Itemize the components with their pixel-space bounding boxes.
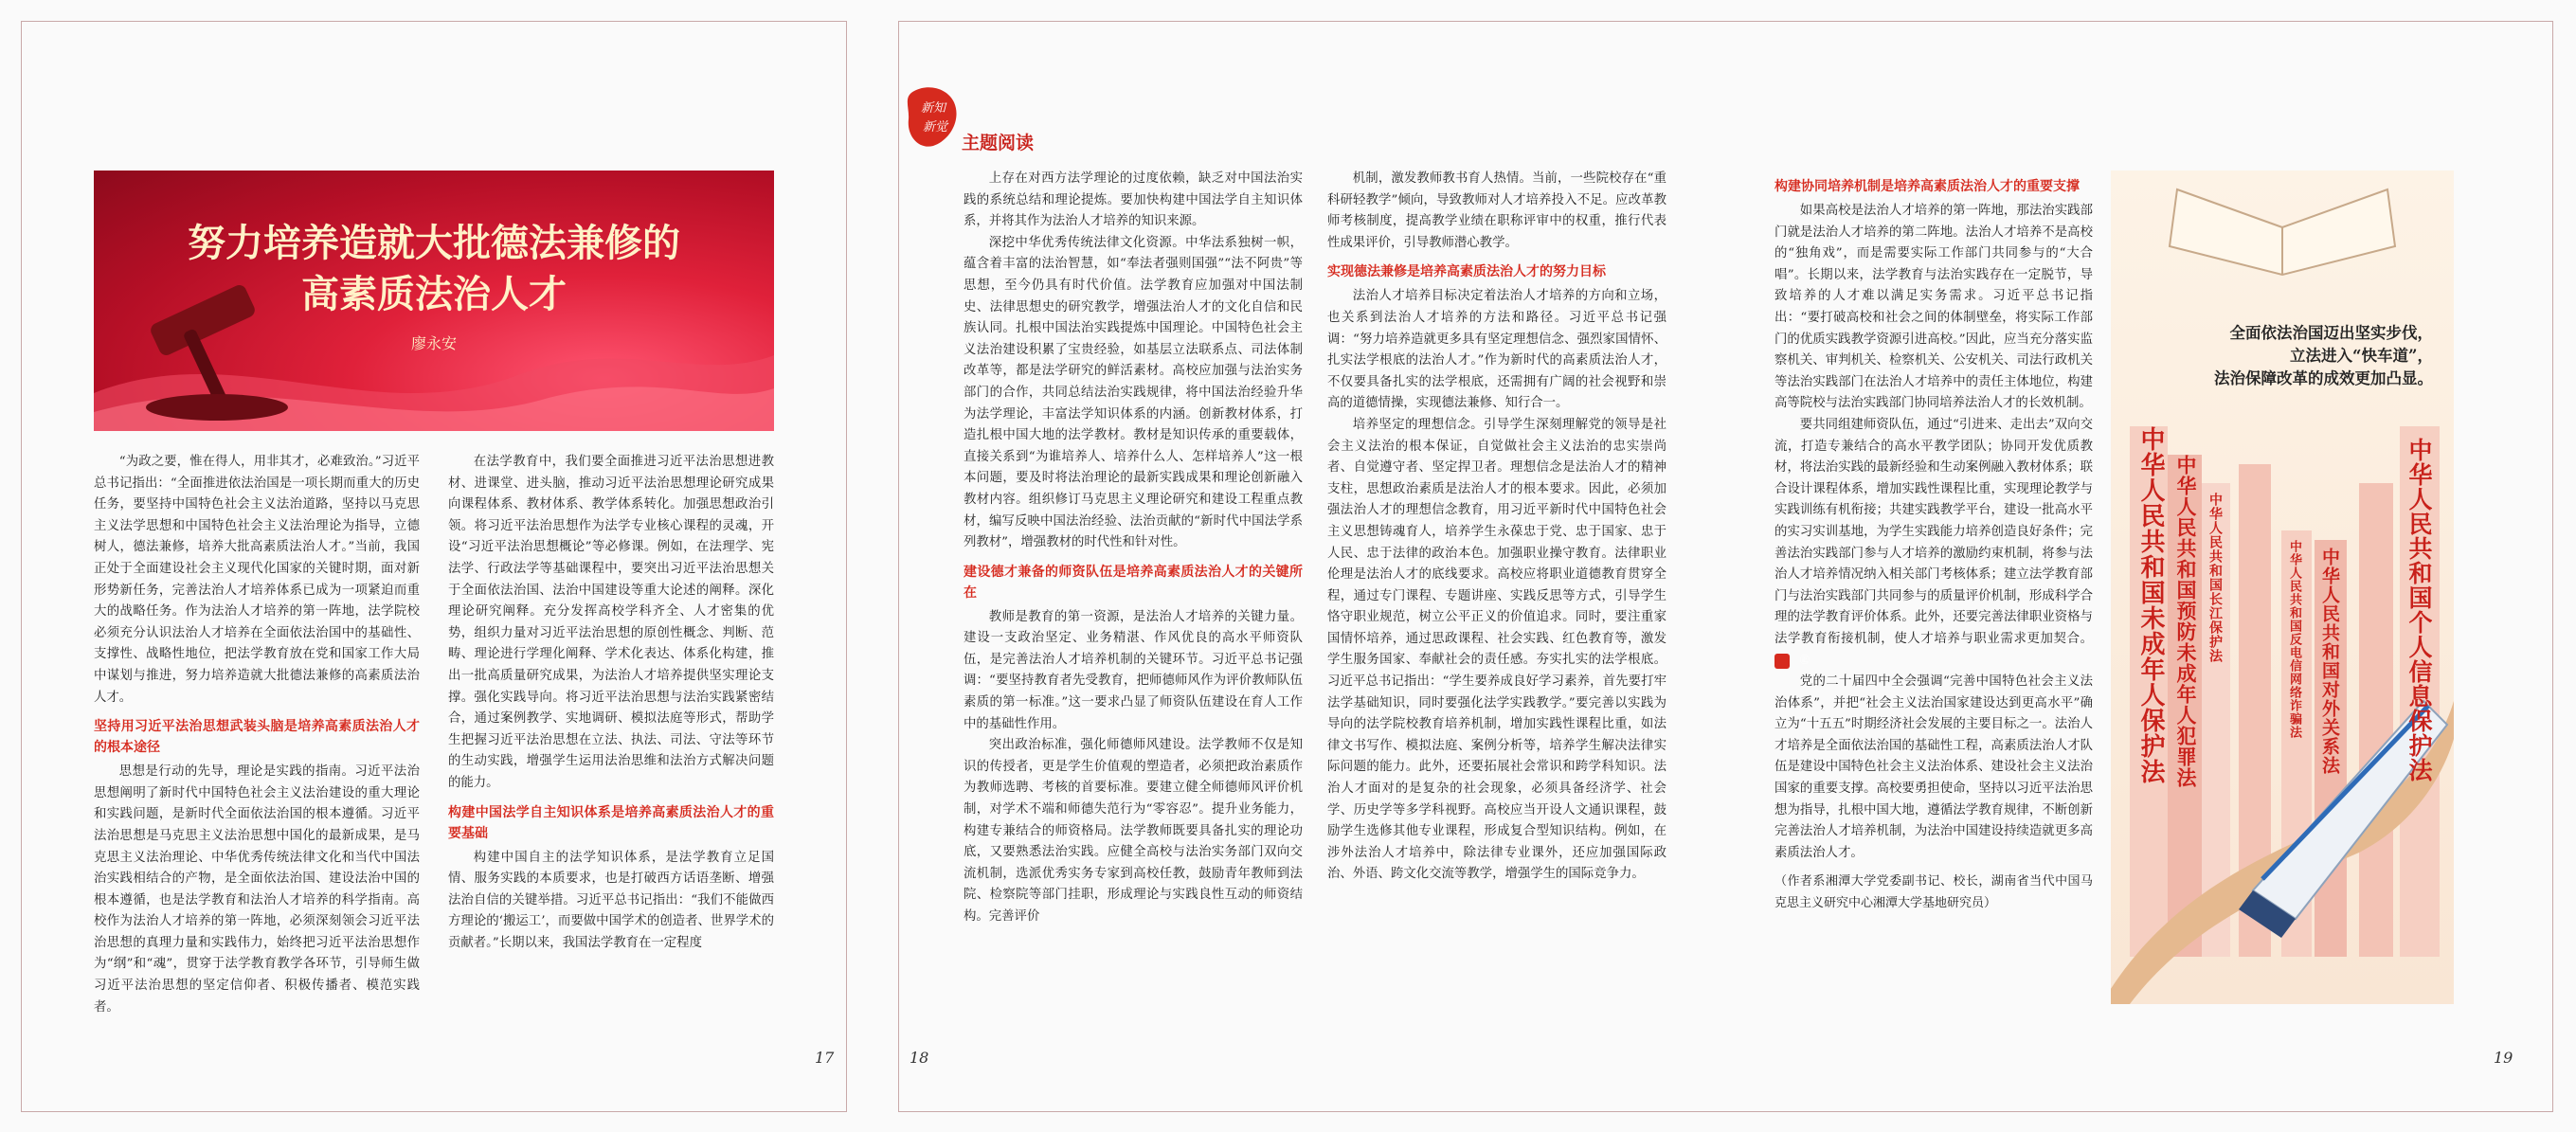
author-note: （作者系湘潭大学党委副书记、校长，湖南省当代中国马克思主义研究中心湘潭大学基地研究员） [1774,874,2093,910]
paragraph: 机制，激发教师教书育人热情。当前，一些院校存在“重科研轻教学”倾向，导致教师对人才培养投入不足。应改革教师考核制度，提高教学业绩在职称评审中的权重，推行代表性成果评价，引导教师潜心教学。 [1327,171,1666,250]
page-number-19: 19 [2494,1049,2513,1067]
poster-caption [2120,322,2433,390]
law-title-foreign-relations: 中华人民共和国对外关系法 [2319,548,2340,775]
author-name: 廖永安 [410,334,457,352]
paragraph: 如果高校是法治人才培养的第一阵地，那法治实践部门就是法治人才培养的第二阵地。法治人才培养不是高校的“独角戏”，而是需要实际工作部门共同参与的“大合唱”。长期以来，法学教育与法治实践存在一定脱节，导致培养的人才难以满足实务需求。习近平总书记指出：“要打破高校和社会之间的体制壁垒，将实际工作部门的优质实践教学资源引进高校。”因此，应当充分落实监察机关、审判机关、检察机关、公安机关、司法行政机关等法治实践部门在法治人才培养中的责任主体地位，构建高等院校与法治实践部门协同培养法治人才的长效机制。 [1774,204,2093,411]
law-title-juvenile-crime-prevention: 中华人民共和国预防未成年人犯罪法 [2174,455,2198,788]
section-badge-icon [905,83,962,150]
paragraph: 上存在对西方法学理论的过度依赖，缺乏对中国法治实践的系统总结和理论提炼。要加快构建中国法学自主知识体系，并将其作为法治人才培养的知识来源。 [964,171,1303,229]
poster-caption-line3: 法治保障改革的成效更加凸显。 [2214,369,2433,387]
paragraph: 构建中国自主的法学知识体系，是法学教育立足国情、服务实践的本质要求，也是打破西方话语垄断、增强法治自信的关键举措。习近平总书记指出：“我们不能做西方理论的‘搬运工’，而要做中国学术的创造者、世界学术的贡献者。”长期以来，我国法学教育在一定程度 [448,850,774,950]
article-title [94,218,774,320]
law-title-yangtze-protection: 中华人民共和国长江保护法 [2207,493,2223,663]
paragraph: 培养坚定的理想信念。引导学生深刻理解党的领导是社会主义法治的根本保证，自觉做社会主义法治的忠实崇尚者、自觉遵守者、坚定捍卫者。理想信念是法治人才的精神支柱，思想政治素质是法治人才的根本要求。因此，必须加强法治人才的理想信念教育，用习近平新时代中国特色社会主义思想铸魂育人，培养学生永葆忠于党、忠于国家、忠于人民、忠于法律的政治本色。加强职业操守教育。法律职业伦理是法治人才的底线要求。高校应将职业道德教育贯穿全程，通过专门课程、专题讲座、实践反思等方式，引导学生恪守职业规范，树立公平正义的价值追求。同时，要注重家国情怀培养，通过思政课程、社会实践、红色教育等，激发学生服务国家、奉献社会的责任感。夯实扎实的法学根底。习近平总书记指出：“学生要养成良好学习素养，首先要打牢法学基础知识，同时要强化法学实践教学。”要完善以实践为导向的法学院校教育培养机制，增加实践性课程比重，如法律文书写作、模拟法庭、案例分析等，培养学生解决法律实际问题的能力。此外，还要拓展社会常识和跨学科知识。法治人才面对的是复杂的社会现象，必须具备经济学、社会学、历史学等多学科视野。高校应当开设人文通识课程，鼓励学生选修其他专业课程，形成复合型知识结构。例如，在涉外法治人才培养中，除法律专业课外，还应加强国际政治、外语、跨文化交流等教学，增强学生的国际竞争力。 [1327,417,1666,882]
column-2 [448,452,774,1020]
paragraph: 思想是行动的先导，理论是实践的指南。习近平法治思想阐明了新时代中国特色社会主义法治建设的重大理论和实践问题，是新时代全面依法治国的根本遵循。习近平法治思想是马克思主义法治思想中国化的最新成果，是马克思主义法治理论、中华优秀传统法律文化和当代中国法治实践相结合的产物，是全面依法治国、建设法治中国的根本遵循，也是法学教育和法治人才培养的科学指南。高校作为法治人才培养的第一阵地，必须深刻领会习近平法治思想的真理力量和实践伟力，始终把习近平法治思想作为“纲”和“魂”，贯穿于法学教育教学各环节，引导师生做习近平法治思想的坚定信仰者、积极传播者、模范实践者。 [94,764,420,1015]
paragraph: “为政之要，惟在得人，用非其才，必难致治。”习近平总书记指出：“全面推进依法治国是一项长期而重大的历史任务，要坚持中国特色社会主义法治道路，坚持以马克思主义法学思想和中国特色社会主义法治理论为指导，立德树人，德法兼修，培养大批高素质法治人才。”当前，我国正处于全面建设社会主义现代化国家的关键时期，面对新形势新任务，完善法治人才培养体系已成为一项紧迫而重大的战略任务。作为法治人才培养的第一阵地，法学院校必须充分认识法治人才培养在全面依法治国中的基础性、支撑性、战略性地位，把法学教育放在党和国家工作大局中谋划与推进，努力培养造就大批德法兼修的高素质法治人才。 [94,455,420,705]
section-badge-text-1: 新知 [920,101,946,116]
paragraph: 深挖中华优秀传统法律文化资源。中华法系独树一帜，蕴含着丰富的法治智慧，如“奉法者强则国强”“法不阿贵”等思想，至今仍具有时代价值。法学教育应加强对中国法制史、法律思想史的研究教学，增强法治人才的文化自信和民族认同。扎根中国法治实践提炼中国理论。中国特色社会主义法治建设积累了宝贵经验，如基层立法联系点、司法体制改革等，都是法学研究的鲜活素材。高校应加强与法治实务部门的合作，共同总结法治实践规律，将中国法治经验升华为法学理论，丰富法学知识体系的内涵。创新教材体系，打造扎根中国大地的法学教材。教材是知识传承的重要载体，直接关系到“为谁培养人、培养什么人、怎样培养人”这一根本问题，要及时将法治理论的最新实践成果和理论创新融入教材内容。组织修订马克思主义理论研究和建设工程重点教材，编写反映中国法治经验、法治贡献的“新时代中国法学系列教材”，增强教材的时代性和针对性。 [964,235,1303,550]
page-number-18: 18 [910,1049,929,1067]
page-17 [0,0,872,1132]
column-4 [1327,169,1666,1021]
law-title-telecom-fraud: 中华人民共和国反电信网络诈骗法 [2287,540,2301,739]
paragraph: 突出政治标准，强化师德师风建设。法学教师不仅是知识的传授者，更是学生价值观的塑造者，必须把政治素质作为教师选聘、考核的首要标准。要建立健全师德师风评价机制，对学术不端和师德失范行为“零容忍”。提升业务能力，构建专兼结合的师资格局。法学教师既要具备扎实的理论功底，又要熟悉法治实践。应健全高校与法治实务部门双向交流机制，选派优秀实务专家到高校任教，鼓励青年教师到法院、检察院等部门挂职，形成理论与实践良性互动的师资结构。完善评价 [964,738,1303,924]
law-title-personal-info-protection: 中华人民共和国个人信息保护法 [2405,438,2433,782]
paragraph: 教师是教育的第一资源，是法治人才培养的关键力量。建设一支政治坚定、业务精湛、作风优良的高水平师资队伍，是完善法治人才培养机制的关键环节。习近平总书记强调：“要坚持教育者先受教育，把师德师风作为评价教师队伍素质的第一标准。”这一要求凸显了师资队伍建设在育人工作中的基础性作用。 [964,609,1303,731]
title-banner [94,171,774,431]
article-title-line2: 高素质法治人才 [301,272,567,316]
section-heading: 建设德才兼备的师资队伍是培养高素质法治人才的关键所在 [964,564,1303,601]
section-heading: 构建中国法学自主知识体系是培养高素质法治人才的重要基础 [448,804,774,841]
poster-caption-line1: 全面依法治国迈出坚实步伐， [2229,324,2433,342]
law-poster-illustration [2111,171,2454,1004]
column-5 [1774,169,2093,1031]
paragraph: 法治人才培养目标决定着法治人才培养的方向和立场，也关系到法治人才培养的方法和路径。习近平总书记强调：“努力培养造就更多具有坚定理想信念、强烈家国情怀、扎实法学根底的法治人才。”作为新时代的高素质法治人才，不仅要具备扎实的法学根底，还需拥有广阔的社会视野和崇高的道德情操，实现德法兼修、知行合一。 [1327,289,1666,411]
paragraph: 党的二十届四中全会强调“完善中国特色社会主义法治体系”，并把“社会主义法治国家建设达到更高水平”确立为“十五五”时期经济社会发展的主要目标之一。法治人才培养是全面依法治国的基础性工程，高素质法治人才队伍是建设中国特色社会主义法治体系、建设社会主义法治国家的重要支撑。高校要勇担使命，坚持以习近平法治思想为指导，扎根中国大地，遵循法学教育规律，不断创新完善法治人才培养机制，为法治中国建设持续造就更多高素质法治人才。 [1774,674,2093,860]
end-mark-icon: ㊣ [1774,654,1790,669]
column-3 [964,169,1303,1021]
section-heading: 坚持用习近平法治思想武装头脑是培养高素质法治人才的根本途径 [94,719,420,756]
paragraph: 要共同组建师资队伍，通过“引进来、走出去”双向交流，打造专兼结合的高水平教学团队；协同开发优质教材，将法治实践的最新经验和生动案例融入教材体系；联合设计课程体系，增加实践性课程比重，实现理论教学与实践训练有机衔接；共建实践教学平台，建设一批高水平的实习实训基地，为学生实践能力培养创造良好条件；完善法治实践部门参与人才培养的激励约束机制，将参与法治人才培养情况纳入相关部门考核体系；建立法学教育部门与法治实践部门共同参与的质量评价机制，形成科学合理的法学教育评价体系。此外，还要完善法律职业资格与法学教育衔接机制，使人才培养与职业需求更加契合。㊣ [1774,415,2093,672]
section-heading: 构建协同培养机制是培养高素质法治人才的重要支撑 [1774,179,2080,194]
paragraph: 在法学教育中，我们要全面推进习近平法治思想进教材、进课堂、进头脑，推动习近平法治思想理论研究成果向课程体系、教材体系、教学体系转化。加强思想政治引领。将习近平法治思想作为法学专业核心课程的灵魂，开设“习近平法治思想概论”等必修课。例如，在法理学、宪法学、行政法学等基础课程中，要突出习近平法治思想关于全面依法治国、法治中国建设等重大论述的阐释。深化理论研究阐释。充分发挥高校学科齐全、人才密集的优势，组织力量对习近平法治思想的原创性概念、判断、范畴、理论进行学理化阐释、学术化表达、体系化构建，推出一批高质量研究成果，为法治人才培养提供坚实理论支撑。强化实践导向。将习近平法治思想与法治实践紧密结合，通过案例教学、实地调研、模拟法庭等形式，帮助学生把握习近平法治思想在立法、执法、司法、守法等环节的生动实践，增强学生运用法治思维和法治方式解决问题的能力。 [448,455,774,790]
section-label: 主题阅读 [962,133,1035,153]
column-1 [94,452,420,1020]
section-heading: 实现德法兼修是培养高素质法治人才的努力目标 [1327,264,1606,280]
page-number-17: 17 [815,1049,835,1067]
section-badge-text-2: 新觉 [922,120,948,135]
poster-caption-line2: 立法进入“快车道”， [2290,347,2433,365]
article-title-line1: 努力培养造就大批德法兼修的 [188,221,680,265]
law-title-juvenile-protection: 中华人民共和国未成年人保护法 [2136,426,2165,784]
